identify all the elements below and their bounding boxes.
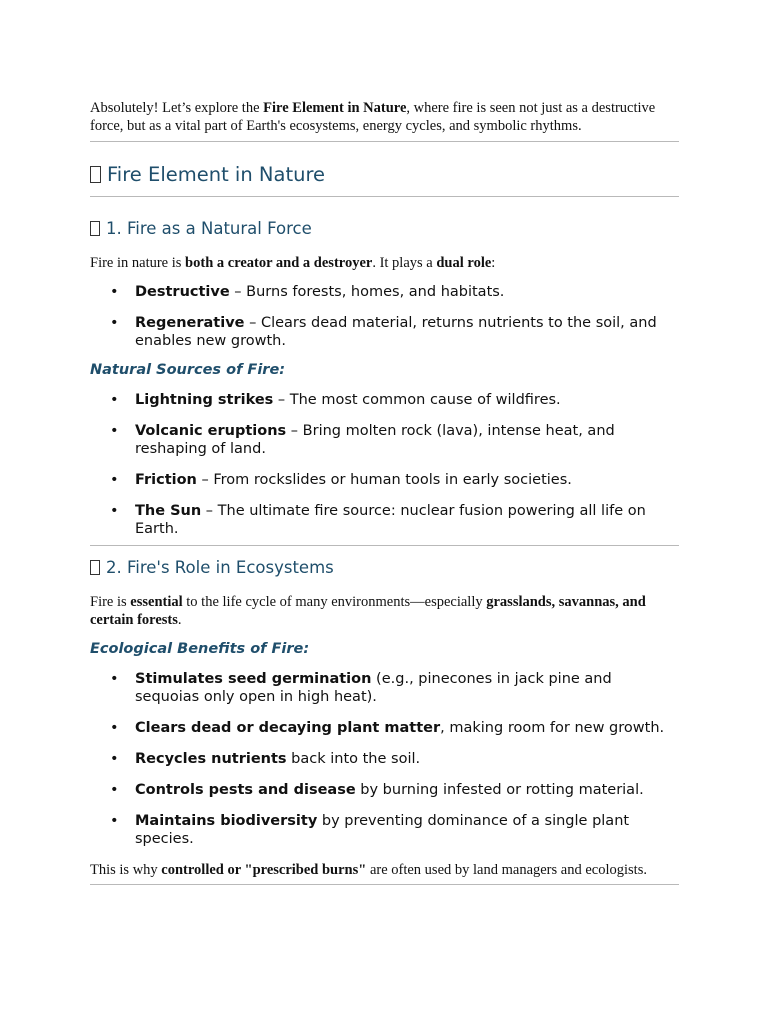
paragraph-text: Fire is [90, 594, 131, 610]
intro-text: , where fire is seen not just as a destructive force, but as a vital part of Earth's ecosystems, energy cycles, and symbolic rhythms. [90, 100, 656, 134]
list-item [90, 283, 679, 301]
paragraph-text: : [491, 255, 496, 271]
list-item-desc: – Clears dead material, returns nutrients to the soil, and enables new growth. [135, 315, 657, 349]
list-item-desc: , making room for new growth. [440, 720, 665, 736]
paragraph-text: are often used by land managers and ecologists. [366, 862, 647, 878]
paragraph-text: . [177, 612, 182, 628]
sources-list [90, 391, 679, 538]
list-item-desc: – The ultimate fire source: nuclear fusion powering all life on Earth. [135, 503, 646, 537]
bullet: • [110, 423, 119, 439]
closing-paragraph [90, 861, 679, 879]
list-item-term: Friction [135, 472, 197, 488]
document-page [90, 99, 679, 885]
list-item-desc: by preventing dominance of a single plant species. [135, 813, 630, 847]
list-item [90, 719, 679, 737]
list-item [90, 391, 679, 409]
list-item [90, 812, 679, 848]
bullet: • [110, 782, 119, 798]
list-item [90, 502, 679, 538]
intro-text: Absolutely! Let’s explore the [90, 100, 264, 116]
list-item [90, 314, 679, 350]
paragraph-text: This is why [90, 862, 162, 878]
benefits-heading: Ecological Benefits of Fire: [90, 641, 310, 657]
fire-emoji-icon [90, 221, 100, 236]
bullet: • [110, 503, 119, 519]
paragraph-bold: essential [130, 594, 183, 610]
list-item-desc: – Bring molten rock (lava), intense heat, and reshaping of land. [135, 423, 615, 457]
list-item [90, 781, 679, 799]
list-item [90, 750, 679, 768]
intro-bold: Fire Element in Nature [263, 100, 407, 116]
paragraph-bold: controlled or "prescribed burns" [161, 862, 367, 878]
paragraph-text: Fire in nature is [90, 255, 186, 271]
bullet: • [110, 813, 119, 829]
fire-emoji-icon [90, 166, 101, 183]
bullet: • [110, 472, 119, 488]
list-item [90, 422, 679, 458]
section-heading-ecosystems [90, 557, 679, 579]
paragraph-bold: grasslands, savannas, and certain forests [90, 594, 646, 628]
bullet: • [110, 284, 119, 300]
section-heading-text: 1. Fire as a Natural Force [106, 219, 312, 238]
section-heading-text: 2. Fire's Role in Ecosystems [106, 558, 334, 577]
page-title-text: Fire Element in Nature [107, 163, 326, 186]
list-item-term: Destructive [135, 284, 230, 300]
list-item-term: The Sun [135, 503, 202, 519]
section-heading-fire-force [90, 218, 679, 240]
list-item-desc: (e.g., pinecones in jack pine and sequoias only open in high heat). [135, 671, 612, 705]
sources-heading: Natural Sources of Fire: [90, 362, 286, 378]
list-item [90, 471, 679, 489]
list-item-desc: by burning infested or rotting material. [355, 782, 644, 798]
bullet: • [110, 392, 119, 408]
list-item-term: Stimulates seed germination [135, 671, 372, 687]
leaf-emoji-icon [90, 560, 100, 575]
list-item-desc: – Burns forests, homes, and habitats. [229, 284, 505, 300]
list-item-term: Recycles nutrients [135, 751, 287, 767]
section1-paragraph [90, 254, 679, 272]
paragraph-bold: both a creator and a destroyer [185, 255, 373, 271]
bullet: • [110, 315, 119, 331]
list-item-desc: – From rockslides or human tools in early societies. [196, 472, 572, 488]
list-item-desc: – The most common cause of wildfires. [273, 392, 561, 408]
bullet: • [110, 671, 119, 687]
list-item-term: Volcanic eruptions [135, 423, 287, 439]
intro-paragraph [90, 99, 679, 135]
list-item-term: Lightning strikes [135, 392, 274, 408]
list-item [90, 670, 679, 706]
list-item-term: Regenerative [135, 315, 245, 331]
divider [90, 884, 679, 885]
list-item-term: Maintains biodiversity [135, 813, 318, 829]
bullet: • [110, 720, 119, 736]
roles-list [90, 283, 679, 350]
paragraph-text: . It plays a [372, 255, 437, 271]
page-title [90, 163, 679, 187]
section2-paragraph [90, 593, 679, 629]
paragraph-text: to the life cycle of many environments—especially [182, 594, 487, 610]
paragraph-bold: dual role [436, 255, 492, 271]
list-item-term: Clears dead or decaying plant matter [135, 720, 441, 736]
list-item-desc: back into the soil. [286, 751, 421, 767]
benefits-list [90, 670, 679, 848]
list-item-term: Controls pests and disease [135, 782, 356, 798]
bullet: • [110, 751, 119, 767]
